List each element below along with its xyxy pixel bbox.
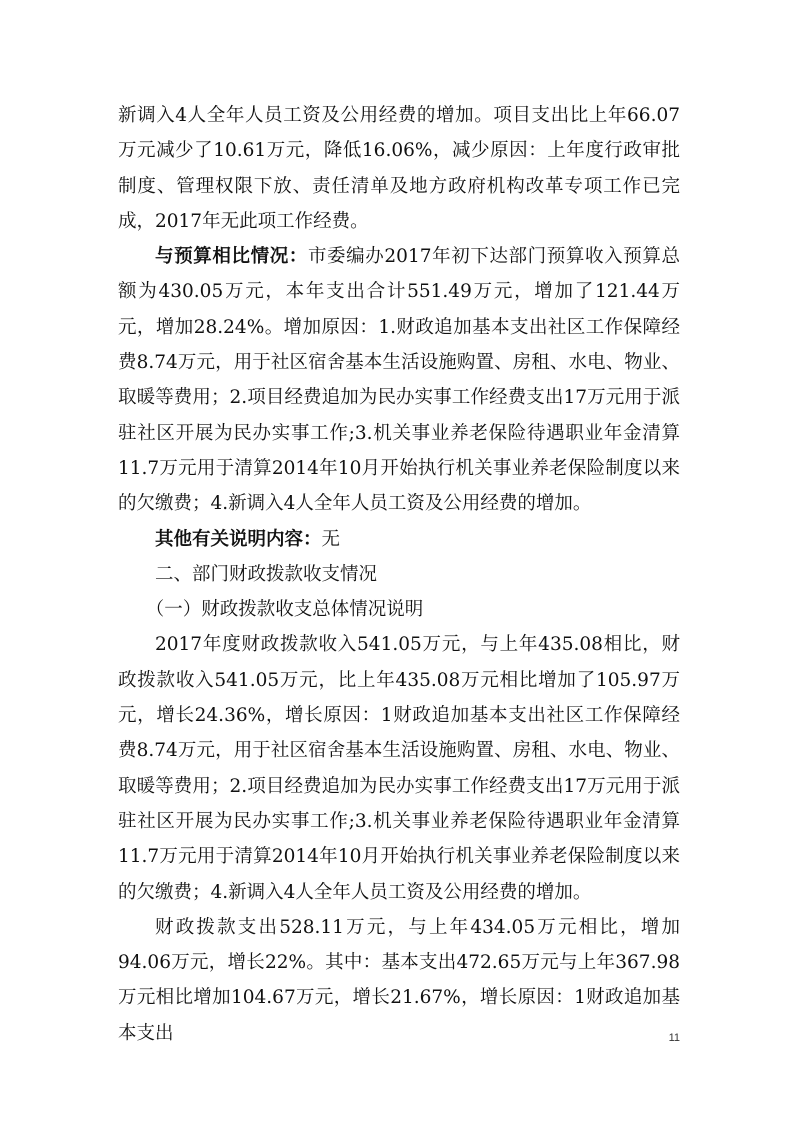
paragraph-text: 财政拨款支出528.11万元，与上年434.05万元相比，增加94.06万元，增长22%。其中：基本支出472.65万元与上年367.98万元相比增加104.67万元，增长21.67%，增长原因：1财政追加基本支出 [118,916,680,1044]
paragraph-heading: 与预算相比情况： [155,246,308,268]
subsection-heading-text: （一）财政拨款收支总体情况说明 [145,599,424,621]
paragraph-text: 2017年度财政拨款收入541.05万元，与上年435.08相比，财政拨款收入541.05万元，比上年435.08万元相比增加了105.97万元，增长24.36%，增长原因：1财政追加基本支出社区工作保障经费8.74万元，用于社区宿舍基本生活设施购置、房租、水电、物业、取暖等费用；2.项目经费追加为民办实事工作经费支出17万元用于派驻社区开展为民办实事工作;3.机关事业养老保险待遇职业年金清算11.7万元用于清算2014年10月开始执行机关事业养老保险制度以来的欠缴费；4.新调入4人全年人员工资及公用经费的增加。 [118,634,680,903]
paragraph-other-notes [118,522,680,557]
paragraph-continuation [118,98,680,239]
section-heading [118,557,680,592]
paragraph-appropriation-expenditure [118,910,680,1051]
page-number: 11 [668,1032,680,1044]
section-heading-text: 二、部门财政拨款收支情况 [155,563,378,585]
paragraph-text: 无 [321,528,341,550]
paragraph-text: 新调入4人全年人员工资及公用经费的增加。项目支出比上年66.07万元减少了10.61万元，降低16.06%，减少原因：上年度行政审批制度、管理权限下放、责任清单及地方政府机构改革专项工作已完成，2017年无此项工作经费。 [118,105,680,232]
subsection-heading [118,592,680,627]
paragraph-appropriation-income [118,627,680,909]
paragraph-budget-comparison [118,239,680,521]
paragraph-heading: 其他有关说明内容： [155,528,322,550]
body-text [118,98,680,1051]
paragraph-text: 市委编办2017年初下达部门预算收入预算总额为430.05万元，本年支出合计551.49万元，增加了121.44万元，增加28.24%。增加原因：1.财政追加基本支出社区工作保障经费8.74万元，用于社区宿舍基本生活设施购置、房租、水电、物业、取暖等费用；2.项目经费追加为民办实事工作经费支出17万元用于派驻社区开展为民办实事工作;3.机关事业养老保险待遇职业年金清算11.7万元用于清算2014年10月开始执行机关事业养老保险制度以来的欠缴费；4.新调入4人全年人员工资及公用经费的增加。 [118,246,680,515]
